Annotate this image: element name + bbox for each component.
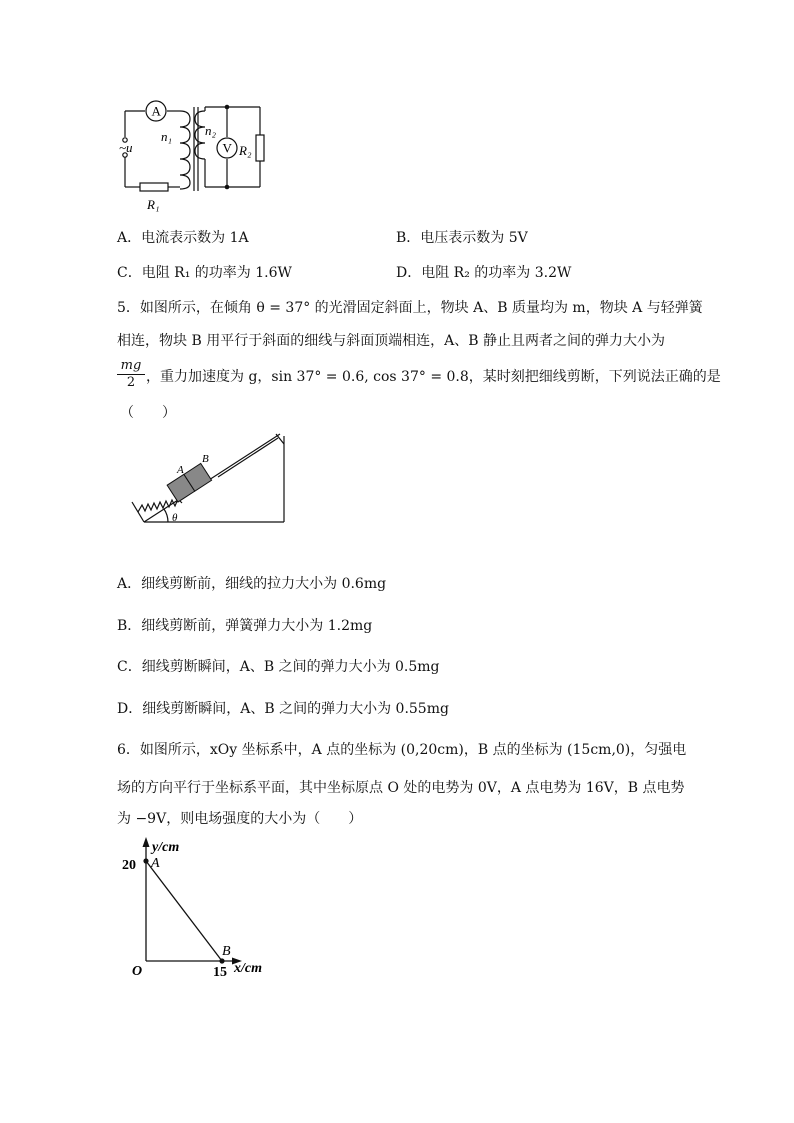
q6-stem-line-1: 6．如图所示，xOy 坐标系中，A 点的坐标为 (0,20cm)，B 点的坐标为 (15cm,0)，匀强电 <box>117 742 687 758</box>
point-a-label: A <box>151 856 160 871</box>
block-a-label: A <box>177 464 184 476</box>
n2-label: n₂ <box>205 123 217 138</box>
coordinate-figure <box>118 835 278 980</box>
r2-label: R₂ <box>239 143 252 158</box>
x-tick-label: 15 <box>213 965 227 980</box>
option-letter: C． <box>117 265 142 281</box>
option-letter: A． <box>117 576 142 592</box>
q4-option-a[interactable] <box>117 228 249 248</box>
option-text: 细线剪断前，弹簧弹力大小为 1.2mg <box>141 618 373 634</box>
option-letter: C． <box>117 659 142 675</box>
q5-fraction <box>117 358 145 391</box>
q5-option-b[interactable] <box>117 616 372 636</box>
q5-option-c[interactable] <box>117 657 440 677</box>
q4-option-b[interactable] <box>396 228 528 248</box>
option-text: 电阻 R₁ 的功率为 1.6W <box>141 265 292 281</box>
fraction-numerator: mg <box>117 358 145 375</box>
r1-label: R₁ <box>147 197 160 212</box>
option-letter: B． <box>117 618 142 634</box>
y-axis-label: y/cm <box>152 840 180 855</box>
option-text: 电压表示数为 5V <box>420 230 528 246</box>
origin-label: O <box>132 964 143 979</box>
block-b-label: B <box>202 453 209 465</box>
option-text: 细线剪断前，细线的拉力大小为 0.6mg <box>141 576 387 592</box>
ammeter-symbol: A <box>151 103 161 119</box>
q5-stem-line-2: 相连，物块 B 用平行于斜面的细线与斜面顶端相连，A、B 静止且两者之间的弹力大小为 <box>117 333 666 349</box>
q4-option-d[interactable] <box>396 263 571 283</box>
option-text: 电阻 R₂ 的功率为 3.2W <box>421 265 572 281</box>
source-label: ~u <box>119 140 133 155</box>
q5-stem-line-3: ，重力加速度为 g，sin 37° = 0.6, cos 37° = 0.8，某时刻把细线剪断，下列说法正确的是 <box>146 369 721 385</box>
y-tick-label: 20 <box>122 858 136 873</box>
option-letter: D． <box>396 265 422 281</box>
q5-stem-line-1: 5．如图所示，在倾角 θ = 37° 的光滑固定斜面上，物块 A、B 质量均为 m，物块 A 与轻弹簧 <box>117 300 703 316</box>
point-b-label: B <box>222 944 231 959</box>
q5-stem-line-4: （ ） <box>120 405 176 421</box>
voltmeter-symbol: V <box>222 140 232 156</box>
option-letter: A． <box>117 230 142 246</box>
angle-label: θ <box>172 512 178 524</box>
incline-figure <box>128 432 298 532</box>
option-letter: B． <box>396 230 421 246</box>
transformer-circuit-figure <box>115 95 275 210</box>
q6-stem-line-3: 为 −9V，则电场强度的大小为（ ） <box>117 811 363 827</box>
x-axis-label: x/cm <box>234 961 262 976</box>
q6-stem-line-2: 场的方向平行于坐标系平面，其中坐标原点 O 处的电势为 0V，A 点电势为 16V，B 点电势 <box>117 780 685 796</box>
fraction-denominator: 2 <box>126 375 136 390</box>
option-letter: D． <box>117 701 143 717</box>
option-text: 细线剪断瞬间，A、B 之间的弹力大小为 0.55mg <box>142 701 449 717</box>
q4-option-c[interactable] <box>117 263 292 283</box>
option-text: 细线剪断瞬间，A、B 之间的弹力大小为 0.5mg <box>141 659 440 675</box>
q5-option-a[interactable] <box>117 574 386 594</box>
option-text: 电流表示数为 1A <box>141 230 249 246</box>
q5-option-d[interactable] <box>117 699 449 719</box>
n1-label: n₁ <box>161 129 173 144</box>
